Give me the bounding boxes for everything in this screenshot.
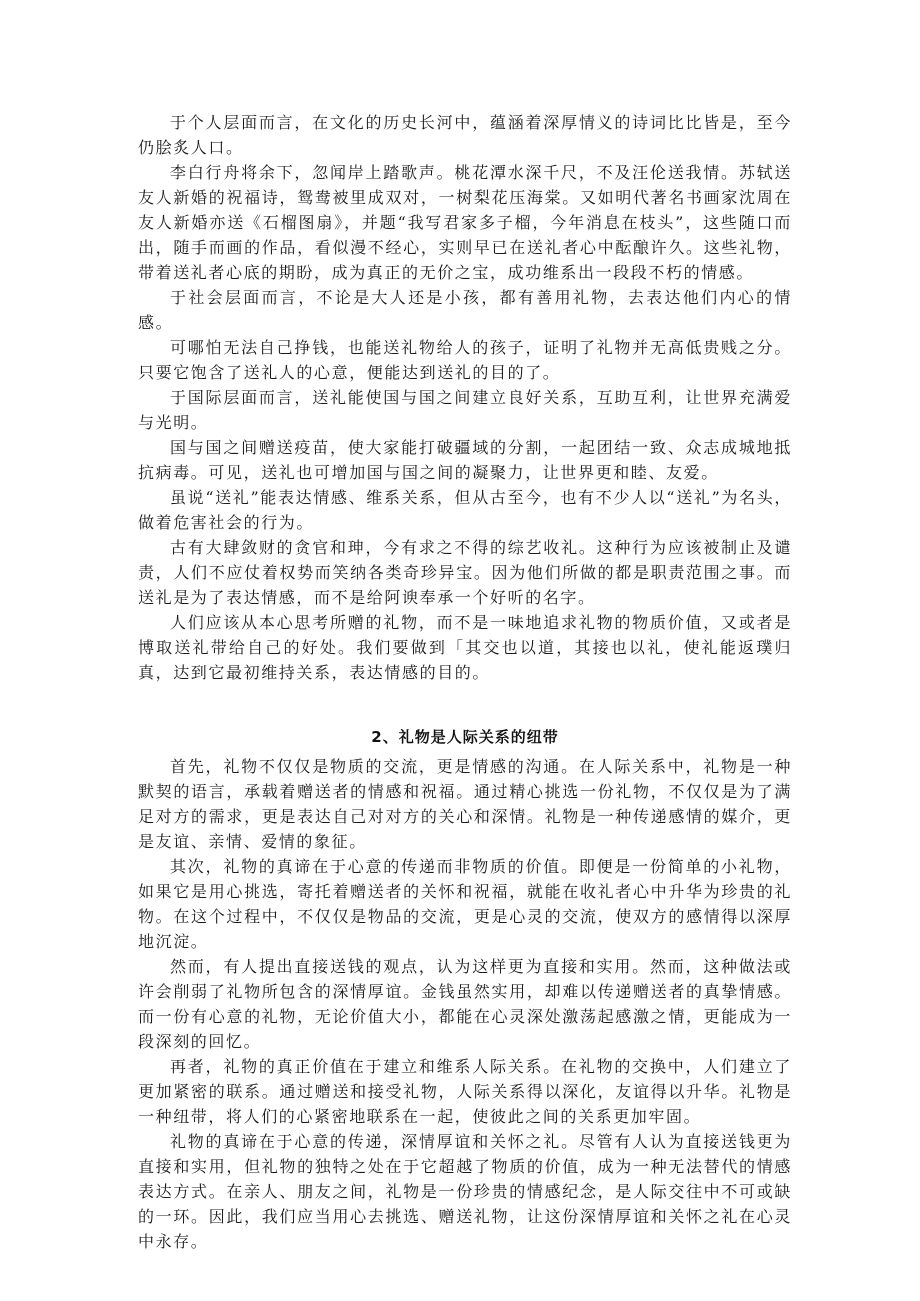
- paragraph: 于个人层面而言，在文化的历史长河中，蕴涵着深厚情义的诗词比比皆是，至今仍脍炙人口。: [138, 113, 792, 157]
- paragraph: 虽说“送礼”能表达情感、维系关系，但从古至今，也有不少人以“送礼”为名头，做着危害社会的行为。: [138, 488, 792, 532]
- paragraph: 可哪怕无法自己挣钱，也能送礼物给人的孩子，证明了礼物并无高低贵贱之分。只要它饱含了送礼人的心意，便能达到送礼的目的了。: [138, 338, 792, 382]
- paragraph: 国与国之间赠送疫苗，使大家能打破疆域的分割，一起团结一致、众志成城地抵抗病毒。可见，送礼也可增加国与国之间的凝聚力，让世界更和睦、友爱。: [138, 438, 792, 482]
- paragraph: 其次，礼物的真谛在于心意的传递而非物质的价值。即便是一份简单的小礼物，如果它是用心挑选，寄托着赠送者的关怀和祝福，就能在收礼者心中升华为珍贵的礼物。在这个过程中，不仅仅是物品的交流，更是心灵的交流，使双方的感情得以深厚地沉淀。: [138, 857, 792, 951]
- paragraph: 人们应该从本心思考所赠的礼物，而不是一味地追求礼物的物质价值，又或者是博取送礼带给自己的好处。我们要做到「其交也以道，其接也以礼，使礼能返璞归真，达到它最初维持关系，表达情感的目的。: [138, 613, 792, 682]
- paragraph: 再者，礼物的真正价值在于建立和维系人际关系。在礼物的交换中，人们建立了更加紧密的联系。通过赠送和接受礼物，人际关系得以深化，友谊得以升华。礼物是一种纽带，将人们的心紧密地联系在一起，使彼此之间的关系更加牢固。: [138, 1057, 792, 1126]
- paragraph: 李白行舟将余下，忽闻岸上踏歌声。桃花潭水深千尺，不及汪伦送我情。苏轼送友人新婚的祝福诗，鸳鸯被里成双对，一树梨花压海棠。又如明代著名书画家沈周在友人新婚亦送《石榴图扇》，并题“我写君家多子榴，今年消息在枝头”，这些随口而出，随手而画的作品，看似漫不经心，实则早已在送礼者心中酝酿许久。这些礼物，带着送礼者心底的期盼，成为真正的无价之宝，成功维系出一段段不朽的情感。: [138, 163, 792, 282]
- paragraph: 首先，礼物不仅仅是物质的交流，更是情感的沟通。在人际关系中，礼物是一种默契的语言，承载着赠送者的情感和祝福。通过精心挑选一份礼物，不仅仅是为了满足对方的需求，更是表达自己对对方的关心和深情。礼物是一种传递感情的媒介，更是友谊、亲情、爱情的象征。: [138, 757, 792, 851]
- paragraph: 古有大肆敛财的贪官和珅，今有求之不得的综艺收礼。这种行为应该被制止及谴责，人们不应仗着权势而笑纳各类奇珍异宝。因为他们所做的都是职责范围之事。而送礼是为了表达情感，而不是给阿谀奉承一个好听的名字。: [138, 538, 792, 607]
- section-heading: 2、礼物是人际关系的纽带: [371, 728, 559, 746]
- paragraph: 礼物的真谛在于心意的传递，深情厚谊和关怀之礼。尽管有人认为直接送钱更为直接和实用，但礼物的独特之处在于它超越了物质的价值，成为一种无法替代的情感表达方式。在亲人、朋友之间，礼物是一份珍贵的情感纪念，是人际交往中不可或缺的一环。因此，我们应当用心去挑选、赠送礼物，让这份深情厚谊和关怀之礼在心灵中永存。: [138, 1132, 792, 1251]
- document-body: [138, 110, 792, 1254]
- paragraph: 于社会层面而言，不论是大人还是小孩，都有善用礼物，去表达他们内心的情感。: [138, 288, 792, 332]
- paragraph: 然而，有人提出直接送钱的观点，认为这样更为直接和实用。然而，这种做法或许会削弱了礼物所包含的深情厚谊。金钱虽然实用，却难以传递赠送者的真挚情感。而一份有心意的礼物，无论价值大小，都能在心灵深处激荡起感激之情，更能成为一段深刻的回忆。: [138, 957, 792, 1051]
- paragraph: 于国际层面而言，送礼能使国与国之间建立良好关系，互助互利，让世界充满爱与光明。: [138, 388, 792, 432]
